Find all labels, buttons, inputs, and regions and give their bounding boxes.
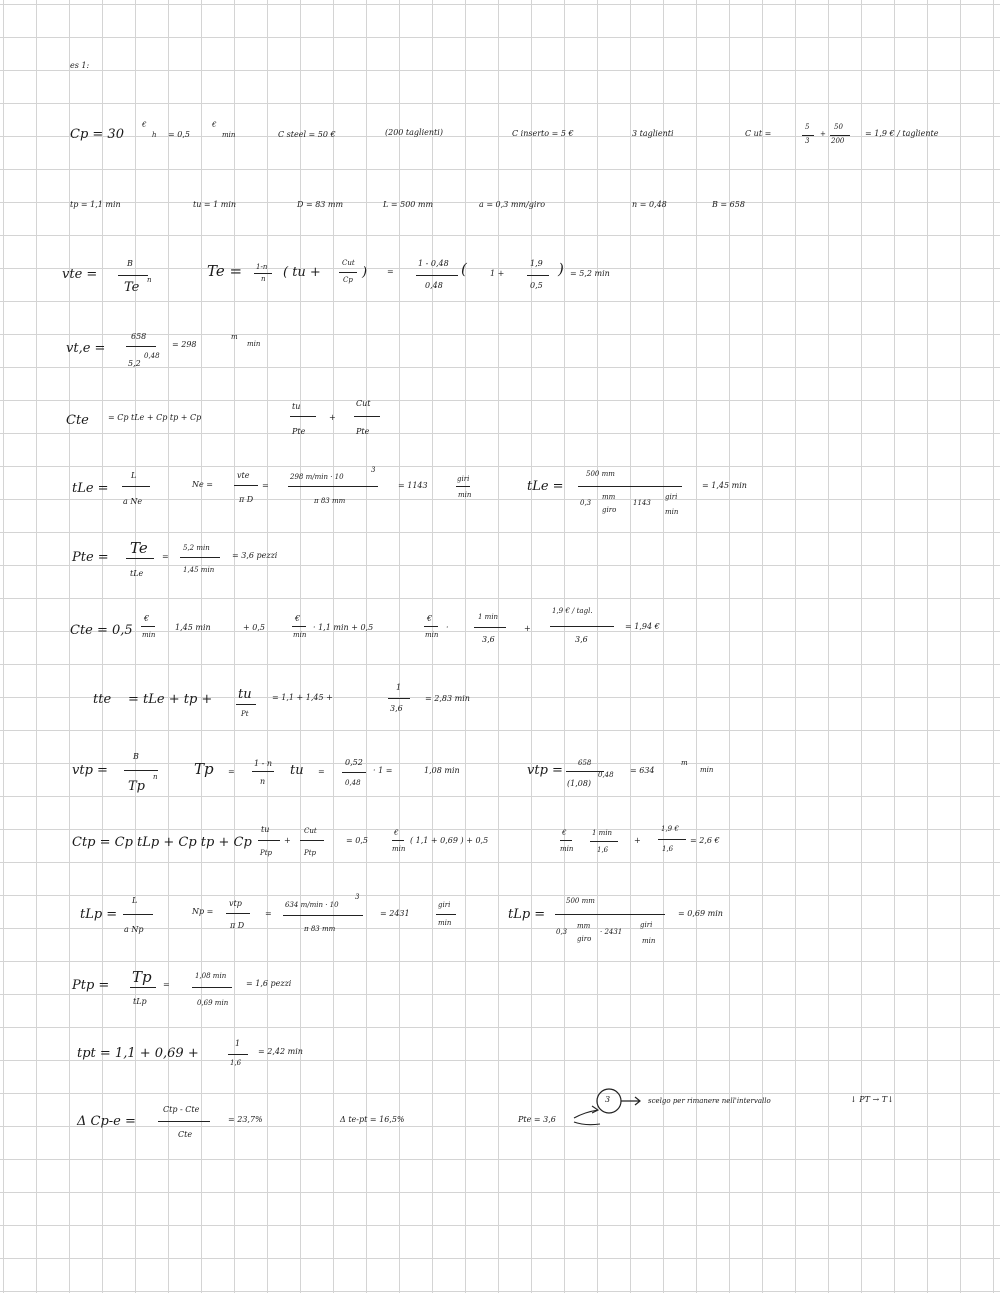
frac-bar (192, 987, 232, 988)
tp-tu: tu (290, 763, 304, 778)
tlp2-den-rpm: · 2431 (600, 928, 623, 936)
cte-plus2: + (524, 624, 531, 633)
ctp-unit-den: min (392, 845, 406, 853)
ne-result: = 1143 (398, 481, 428, 490)
np-den: π D (230, 921, 245, 930)
vtp2-result: = 634 (630, 766, 655, 775)
pte-den: tLe (130, 569, 144, 578)
tle2-den-giri: giri (665, 493, 678, 501)
choice-arrow-head (635, 1097, 640, 1105)
tle2-den-feed: 0,3 (580, 499, 592, 507)
frac-bar (124, 770, 158, 771)
frac-bar (392, 840, 404, 841)
tte-f1-num: tu (238, 687, 252, 702)
te-open2: ( (461, 260, 467, 278)
pte-recall: Pte = 3,6 (518, 1115, 556, 1124)
ctp-f3-num: 1 min (592, 829, 613, 837)
frac-bar (236, 704, 256, 705)
delta-time: Δ te-pt = 16,5% (340, 1115, 405, 1124)
frac-bar (234, 485, 258, 486)
frac-bar (388, 698, 410, 699)
tp-value: tp = 1,1 min (70, 200, 121, 209)
np-calc-den: π 83 mm (304, 925, 336, 933)
cp-eq: = 0,5 (168, 130, 190, 139)
tlp2-den-unit2: giro (577, 935, 592, 943)
tlp2-den-min: min (642, 937, 656, 945)
tle-label: tLe = (72, 481, 109, 496)
tle2-den-min: min (665, 508, 679, 516)
np-num: vtp (229, 899, 242, 908)
tlp2-num: 500 mm (566, 897, 595, 905)
vtp-den: Tp (128, 779, 145, 794)
pte-arrow (574, 1110, 598, 1118)
cp-label: Cp = 30 (70, 127, 124, 142)
tte-f2-num: 1 (396, 683, 402, 692)
vte-calc-den-exp: 0,48 (144, 352, 160, 360)
csteel-note: (200 taglienti) (385, 128, 443, 137)
np-label: Np = (192, 907, 214, 916)
frac-bar (424, 626, 438, 627)
te-f2-num: 1 - 0,48 (418, 259, 449, 268)
vte-calc-label: vt,e = (66, 341, 106, 356)
cp-unit2-num: € (212, 121, 217, 129)
tle2-den-unit: mm (602, 493, 616, 501)
te-result: = 5,2 min (570, 269, 610, 278)
frac-bar (550, 626, 614, 627)
tlp-den: a Np (124, 925, 144, 934)
pte-label: Pte = (72, 550, 109, 565)
cut-label: C ut = (745, 129, 772, 138)
tlp2-label: tLp = (508, 907, 546, 922)
cte-plus: + (329, 413, 336, 422)
frac-bar (158, 1121, 210, 1122)
feed-value: a = 0,3 mm/giro (479, 200, 546, 209)
ptp-num2: 1,08 min (195, 972, 227, 980)
np-unit-num: giri (438, 901, 451, 909)
cte-u1-num: € (144, 614, 150, 623)
ctp-f2-den: Ptp (304, 849, 317, 857)
pte-result: = 3,6 pezzi (232, 551, 278, 560)
te-f3-den: 0,5 (530, 281, 543, 290)
ctp-f1-num: tu (261, 825, 270, 834)
tp-f2-den: 0,48 (345, 779, 361, 787)
pte-arrow-lower (574, 1122, 600, 1125)
cte-dot: · (446, 623, 449, 632)
cte-f2-num: 1,9 € / tagl. (552, 607, 593, 615)
np-unit-den: min (438, 919, 452, 927)
frac-bar (578, 486, 682, 487)
tle2-den-unit2: giro (602, 506, 617, 514)
frac-bar (283, 915, 363, 916)
vtp2-unit-num: m (681, 759, 688, 767)
exercise-label: es 1: (70, 61, 90, 70)
frac-bar (555, 914, 665, 915)
ne-den: π D (239, 495, 254, 504)
cte-f1-num: tu (292, 402, 301, 411)
frac-bar (590, 841, 618, 842)
frac-bar (123, 914, 153, 915)
ne-label: Ne = (192, 480, 213, 489)
frac-bar (456, 486, 470, 487)
te-eq: = (387, 267, 394, 276)
ctp-f4-num: 1,9 € (661, 825, 679, 833)
vtp2-unit-den: min (700, 766, 714, 774)
ne-eq: = (262, 481, 269, 490)
vtp-den-exp: n (153, 773, 158, 781)
cte-f1-num: 1 min (478, 613, 499, 621)
tpt-formula: tpt = 1,1 + 0,69 + (77, 1046, 199, 1061)
cte-t1: 1,45 min (175, 623, 211, 632)
ne-calc-num: 298 m/min · 10 (290, 473, 344, 481)
te-label: Te = (207, 262, 243, 280)
cte-plus1: + 0,5 (243, 623, 265, 632)
frac-bar (416, 275, 458, 276)
frac-bar (126, 346, 156, 347)
te-f1-num: 1-n (256, 263, 268, 271)
vtp2-label: vtp = (527, 763, 563, 778)
cp-unit1-num: € (142, 121, 147, 129)
ctp-plus: + (284, 836, 291, 845)
cut-plus: + (820, 130, 826, 138)
vte-unit-den: min (247, 340, 261, 348)
frac-bar (290, 416, 316, 417)
ctp-f1-den: Ptp (260, 849, 273, 857)
cut-frac2-num: 50 (834, 123, 843, 131)
cp-unit2-den: min (222, 131, 236, 139)
te-inner-den: Cp (343, 276, 353, 284)
tlp2-den-feed: 0,3 (556, 928, 568, 936)
cte-u2-den: min (293, 631, 307, 639)
cte-u3-den: min (425, 631, 439, 639)
tlp-num: L (132, 896, 138, 905)
pte-arrow-head (592, 1106, 598, 1113)
tle2-result: = 1,45 min (702, 481, 747, 490)
ctp-plus2: + (634, 836, 641, 845)
tp-label: Tp (194, 760, 214, 778)
frac-bar (527, 275, 549, 276)
tle-num: L (131, 471, 137, 480)
choice-note: scelgo per rimanere nell'intervallo (648, 1097, 771, 1105)
pte-eq: = (162, 552, 169, 561)
cut-frac2-den: 200 (831, 137, 845, 145)
ctp-f3-den: 1,6 (597, 846, 609, 854)
te-f3-num: 1,9 (530, 259, 543, 268)
ctp-eq: = 0,5 (346, 836, 368, 845)
pte-den2: 1,45 min (183, 566, 215, 574)
frac-bar (300, 840, 324, 841)
frac-bar (292, 626, 306, 627)
vtp2-den: (1,08) (567, 779, 592, 788)
cte-f2-num: Cut (356, 399, 371, 408)
np-calc-num-exp: 3 (355, 893, 360, 901)
pte-num2: 5,2 min (183, 544, 210, 552)
cte-u3-num: € (427, 614, 433, 623)
cte-u1-den: min (142, 631, 156, 639)
cte-u2-num: € (295, 614, 301, 623)
te-f1-den: n (261, 275, 266, 283)
vte-label: vte = (62, 267, 98, 282)
tle-den: a Ne (123, 497, 143, 506)
ctp-unit2-num: € (562, 829, 567, 837)
ne-calc-num-exp: 3 (371, 466, 376, 474)
tte-f2-den: 3,6 (390, 704, 403, 713)
choice-consequence: ↓ PT → T↓ (850, 1095, 894, 1104)
frac-bar (288, 486, 378, 487)
frac-bar (354, 416, 380, 417)
te-one: 1 + (490, 269, 505, 278)
tlp2-den-giri: giri (640, 921, 653, 929)
cinserto-note: 3 taglienti (632, 129, 674, 138)
delta-cost-den: Cte (178, 1130, 193, 1139)
tp-f1-den: n (260, 777, 266, 786)
tp-f1-num: 1 - n (254, 759, 273, 768)
tp-eq2: = (318, 767, 325, 776)
vte-den-exp: n (147, 276, 152, 284)
delta-cost-num: Ctp - Cte (163, 1105, 200, 1114)
frac-bar (226, 913, 250, 914)
tu-value: tu = 1 min (193, 200, 237, 209)
ctp-result: = 2,6 € (690, 836, 720, 845)
frac-bar (254, 273, 272, 274)
tlp-label: tLp = (80, 907, 118, 922)
vte-calc-num: 658 (131, 332, 147, 341)
n-value: n = 0,48 (632, 200, 667, 209)
frac-bar (830, 135, 850, 136)
ne-calc-den: π 83 mm (314, 497, 346, 505)
te-inner-num: Cut (342, 259, 355, 267)
frac-bar (436, 914, 456, 915)
frac-bar (658, 839, 686, 840)
cte-formula-terms: = Cp tLe + Cp tp + Cp (108, 413, 202, 422)
te-open: ( tu + (283, 265, 321, 280)
te-f2-den: 0,48 (425, 281, 443, 290)
ctp-unit-num: € (394, 829, 399, 837)
ctp-paren: ( 1,1 + 0,69 ) + 0,5 (410, 836, 489, 845)
vte-num: B (127, 259, 133, 268)
vtp2-num: 658 (578, 759, 592, 767)
tlp2-result: = 0,69 min (678, 909, 723, 918)
frac-bar (228, 1054, 248, 1055)
frac-bar (141, 626, 155, 627)
te-close2: ) (558, 260, 564, 278)
frac-bar (802, 135, 814, 136)
frac-bar (342, 772, 366, 773)
vtp-num: B (133, 752, 139, 761)
np-eq: = (265, 909, 272, 918)
vte-den: Te (124, 280, 140, 295)
ctp-unit2-den: min (560, 845, 574, 853)
tpt-result: = 2,42 min (258, 1047, 303, 1056)
frac-bar (118, 275, 148, 276)
cinserto-value: C inserto = 5 € (512, 129, 574, 138)
frac-bar (339, 272, 357, 273)
ptp-num: Tp (132, 968, 152, 986)
te-close: ) (362, 265, 368, 280)
ctp-formula: Ctp = Cp tLp + Cp tp + Cp (72, 835, 252, 850)
np-calc-num: 634 m/min · 10 (285, 901, 339, 909)
vtp-label: vtp = (72, 763, 108, 778)
ctp-f4-den: 1,6 (662, 845, 674, 853)
tte-f1-den: Pt (241, 710, 249, 718)
ne-unit-num: giri (457, 475, 470, 483)
cte-f2-den: 3,6 (575, 635, 588, 644)
frac-bar (252, 771, 274, 772)
cte-formula-label: Cte (66, 413, 89, 428)
cte-calc-label: Cte = 0,5 (70, 623, 133, 638)
cte-f1-den: 3,6 (482, 635, 495, 644)
circled-choice: 3 (605, 1095, 611, 1104)
tle2-label: tLe = (527, 479, 564, 494)
cte-result: = 1,94 € (625, 622, 660, 631)
cp-unit1-den: h (152, 131, 157, 139)
ne-num: vte (237, 471, 250, 480)
delta-cost-result: = 23,7% (228, 1115, 263, 1124)
np-result: = 2431 (380, 909, 410, 918)
frac-bar (474, 627, 506, 628)
diameter-value: D = 83 mm (297, 200, 344, 209)
b-value: B = 658 (712, 200, 745, 209)
ptp-result: = 1,6 pezzi (246, 979, 292, 988)
tlp2-den-unit: mm (577, 922, 591, 930)
cut-frac1-num: 5 (805, 123, 810, 131)
frac-bar (560, 840, 572, 841)
cte-f1-den: Pte (292, 427, 306, 436)
delta-cost-label: Δ Cp-e = (77, 1114, 136, 1129)
tpt-f-den: 1,6 (230, 1059, 242, 1067)
cte-t2: · 1,1 min + 0,5 (313, 623, 374, 632)
tp-result: 1,08 min (424, 766, 460, 775)
ptp-den2: 0,69 min (197, 999, 229, 1007)
frac-bar (126, 558, 154, 559)
ne-unit-den: min (458, 491, 472, 499)
ptp-den: tLp (133, 997, 147, 1006)
tpt-f-num: 1 (235, 1039, 241, 1048)
tte-formula: = tLe + tp + (128, 692, 213, 707)
frac-bar (258, 840, 280, 841)
cte-f2-den: Pte (356, 427, 370, 436)
tp-f2-num: 0,52 (345, 758, 363, 767)
tp-eq: = (228, 767, 235, 776)
vte-calc-den: 5,2 (128, 359, 141, 368)
frac-bar (130, 987, 156, 988)
tte-label: tte (93, 692, 112, 707)
tte-result: = 2,83 min (425, 694, 470, 703)
cut-frac1-den: 3 (805, 137, 810, 145)
tle2-den-rpm: 1143 (633, 499, 651, 507)
vte-calc-result: = 298 (172, 340, 197, 349)
frac-bar (122, 486, 150, 487)
length-value: L = 500 mm (383, 200, 434, 209)
csteel-value: C steel = 50 € (278, 130, 336, 139)
tle2-num: 500 mm (586, 470, 615, 478)
tte-eq: = 1,1 + 1,45 + (272, 693, 333, 702)
vte-unit-num: m (231, 333, 238, 341)
cut-result: = 1,9 € / tagliente (865, 129, 939, 138)
pte-num: Te (130, 539, 148, 557)
tp-mul: · 1 = (373, 766, 393, 775)
ctp-f2-num: Cut (304, 827, 317, 835)
frac-bar (180, 557, 220, 558)
ptp-eq: = (163, 980, 170, 989)
vtp2-den-exp: 0,48 (598, 771, 614, 779)
ptp-label: Ptp = (72, 978, 110, 993)
